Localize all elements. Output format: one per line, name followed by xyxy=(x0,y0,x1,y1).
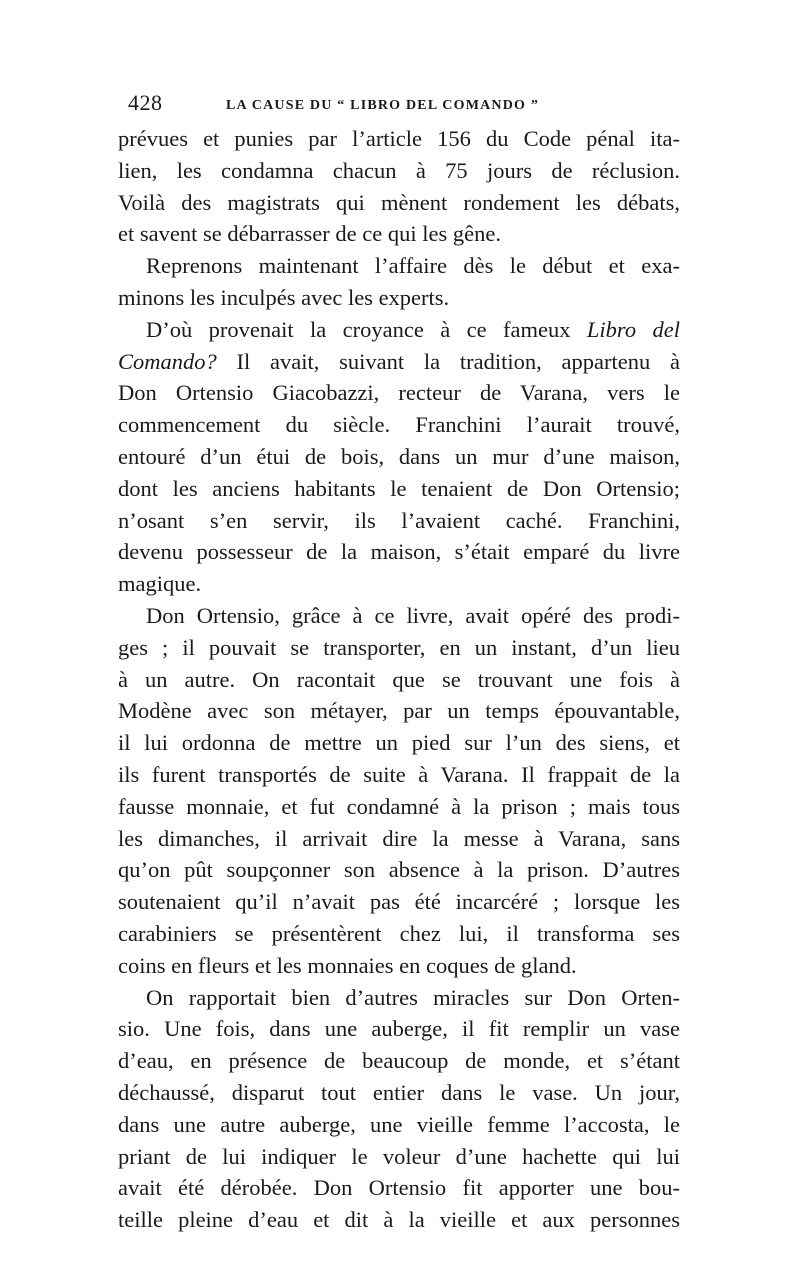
body-text xyxy=(118,123,680,1236)
text-line: commencement du siècle. Franchini l’aurait trouvé, xyxy=(118,412,680,438)
running-title: LA CAUSE DU “ LIBRO DEL COMANDO ” xyxy=(226,98,540,113)
text-line: à un autre. On racontait que se trouvant une fois à xyxy=(118,666,680,692)
text-line: On rapportait bien d’autres miracles sur Don Orten- xyxy=(146,984,680,1010)
text-line: magique. xyxy=(118,571,202,597)
text-line: il lui ordonna de mettre un pied sur l’un des siens, et xyxy=(118,730,680,756)
text-run: D’où provenait la croyance à ce fameux xyxy=(146,316,587,342)
text-line: dont les anciens habitants le tenaient de Don Ortensio; xyxy=(118,475,680,501)
text-line: prévues et punies par l’article 156 du Code pénal ita- xyxy=(118,126,680,151)
text-line: Voilà des magistrats qui mènent rondement les débats, xyxy=(118,189,680,215)
paragraph xyxy=(118,982,680,1236)
text-line: lien, les condamna chacun à 75 jours de réclusion. xyxy=(118,157,680,183)
text-line: avait été dérobée. Don Ortensio fit apporter une bou- xyxy=(118,1175,680,1201)
text-line: Modène avec son métayer, par un temps épouvantable, xyxy=(118,698,680,724)
page-number: 428 xyxy=(128,90,163,115)
text-line: priant de lui indiquer le voleur d’une hachette qui lui xyxy=(118,1143,680,1169)
paragraph xyxy=(118,123,680,250)
paragraph xyxy=(118,600,680,982)
running-head xyxy=(128,88,680,120)
text-line: fausse monnaie, et fut condamné à la prison ; mais tous xyxy=(118,793,680,819)
text-line: qu’on pût soupçonner son absence à la prison. D’autres xyxy=(118,857,680,883)
paragraph xyxy=(118,250,680,314)
text-line: minons les inculpés avec les experts. xyxy=(118,284,450,310)
text-line: ges ; il pouvait se transporter, en un instant, d’un lieu xyxy=(118,634,680,660)
text-line: entouré d’un étui de bois, dans un mur d’une maison, xyxy=(118,443,680,469)
text-line: déchaussé, disparut tout entier dans le vase. Un jour, xyxy=(118,1079,680,1105)
paragraph xyxy=(118,314,680,600)
text-line: coins en fleurs et les monnaies en coques de gland. xyxy=(118,952,577,978)
text-line: sio. Une fois, dans une auberge, il fit remplir un vase xyxy=(118,1016,680,1042)
text-line: Don Ortensio Giacobazzi, recteur de Varana, vers le xyxy=(118,380,680,406)
text-line: n’osant s’en servir, ils l’avaient caché. Franchini, xyxy=(118,507,680,533)
text-line: Don Ortensio, grâce à ce livre, avait opéré des prodi- xyxy=(146,602,680,628)
book-title-italic: Libro del xyxy=(586,316,680,342)
text-line: teille pleine d’eau et dit à la vieille et aux personnes xyxy=(118,1207,680,1233)
text-line: dans une autre auberge, une vieille femme l’accosta, le xyxy=(118,1111,680,1137)
text-run: Il avait, suivant la tradition, appartenu à xyxy=(216,348,680,374)
text-line: ils furent transportés de suite à Varana. Il frappait de la xyxy=(118,761,680,787)
text-line: d’eau, en présence de beaucoup de monde, et s’étant xyxy=(118,1048,680,1074)
text-line: carabiniers se présentèrent chez lui, il transforma ses xyxy=(118,920,680,946)
text-line: Reprenons maintenant l’affaire dès le début et exa- xyxy=(146,253,680,279)
text-line: et savent se débarrasser de ce qui les gêne. xyxy=(118,221,501,247)
book-title-italic: Comando? xyxy=(118,348,217,374)
text-line: devenu possesseur de la maison, s’était emparé du livre xyxy=(118,539,680,565)
text-line xyxy=(118,346,680,378)
text-line: les dimanches, il arrivait dire la messe à Varana, sans xyxy=(118,825,680,851)
text-line xyxy=(118,314,680,346)
text-line: soutenaient qu’il n’avait pas été incarcéré ; lorsque les xyxy=(118,889,680,915)
